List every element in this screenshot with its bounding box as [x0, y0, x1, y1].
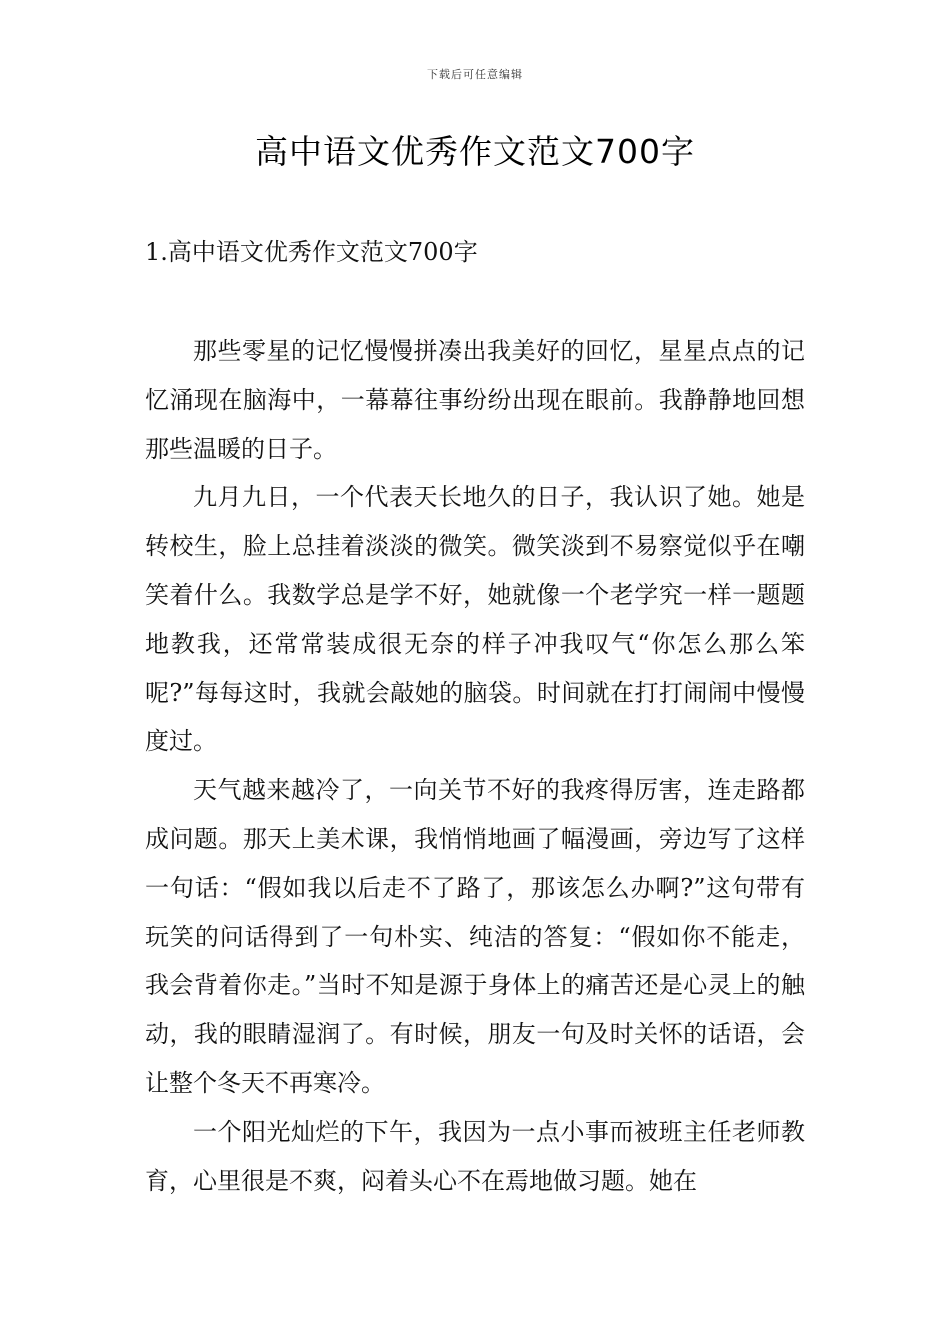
- paragraph: 九月九日，一个代表天长地久的日子，我认识了她。她是转校生，脸上总挂着淡淡的微笑。微笑淡到不易察觉似乎在嘲笑着什么。我数学总是学不好，她就像一个老学究一样一题题地教我，还常常装成很无奈的样子冲我叹气“你怎么那么笨呢?”每每这时，我就会敲她的脑袋。时间就在打打闹闹中慢慢度过。: [145, 483, 805, 756]
- article-body: [145, 327, 805, 1205]
- header-note: 下载后可任意编辑: [427, 68, 523, 81]
- paragraph: 一个阳光灿烂的下午，我因为一点小事而被班主任老师教育，心里很是不爽，闷着头心不在焉地做习题。她在: [145, 1117, 805, 1195]
- document-title: 高中语文优秀作文范文700字: [255, 132, 695, 171]
- paragraph: 天气越来越冷了，一向关节不好的我疼得厉害，连走路都成问题。那天上美术课，我悄悄地画了幅漫画，旁边写了这样一句话：“假如我以后走不了路了，那该怎么办啊?”这句带有玩笑的问话得到了一句朴实、纯洁的答复：“假如你不能走，我会背着你走。”当时不知是源于身体上的痛苦还是心灵上的触动，我的眼睛湿润了。有时候，朋友一句及时关怀的话语，会让整个冬天不再寒冷。: [145, 776, 805, 1097]
- section-heading: 1.高中语文优秀作文范文700字: [145, 238, 478, 266]
- paragraph: 那些零星的记忆慢慢拼凑出我美好的回忆，星星点点的记忆涌现在脑海中，一幕幕往事纷纷出现在眼前。我静静地回想那些温暖的日子。: [145, 337, 805, 463]
